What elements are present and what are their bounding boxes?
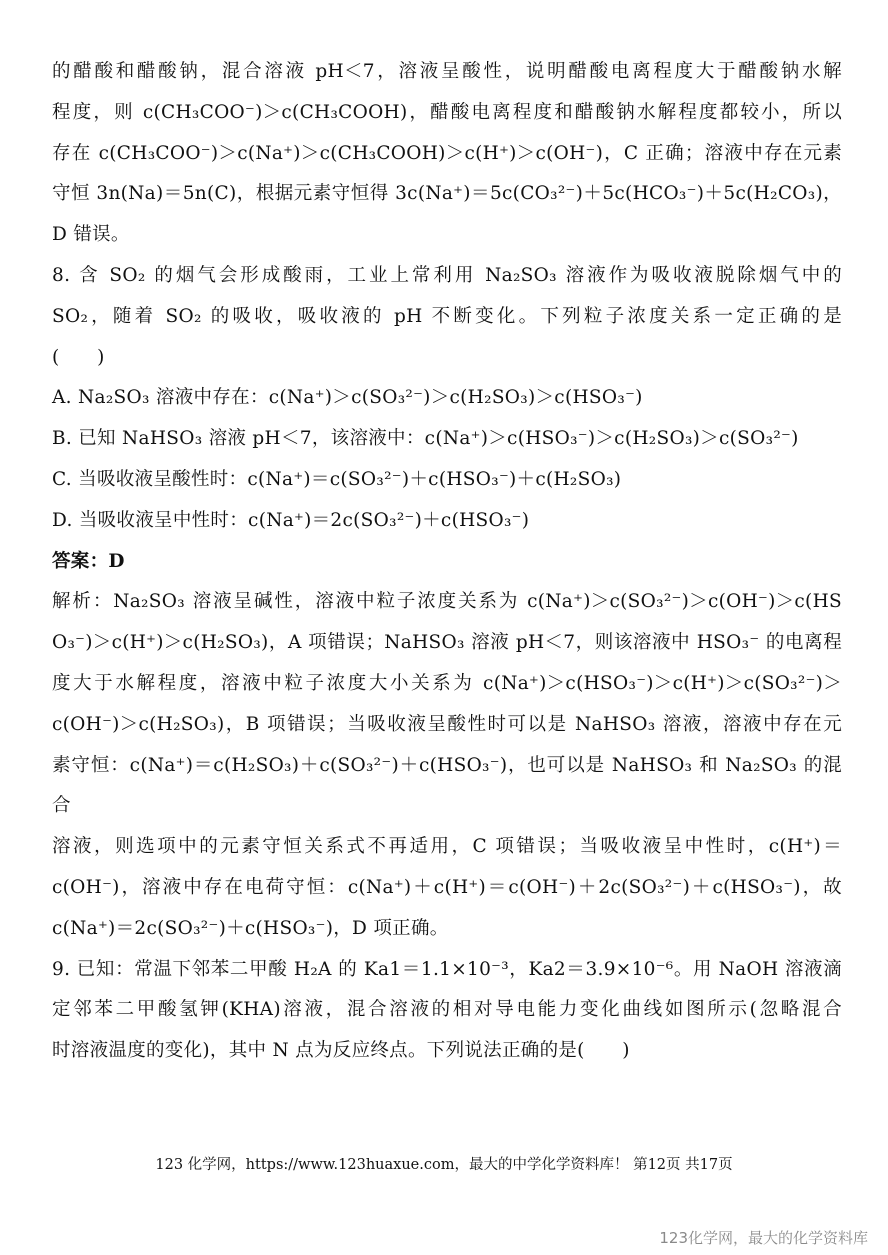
question-9-stem: 9. 已知：常温下邻苯二甲酸 H₂A 的 Ka1＝1.1×10⁻³，Ka2＝3.9×10⁻⁶。用 NaOH 溶液滴 [52,958,842,980]
option-a: A. Na₂SO₃ 溶液中存在：c(Na⁺)＞c(SO₃²⁻)＞c(H₂SO₃)＞c(HSO₃⁻) [52,387,643,409]
text-line: 守恒 3n(Na)＝5n(C)，根据元素守恒得 3c(Na⁺)＝5c(CO₃²⁻)＋5c(HCO₃⁻)＋5c(H₂CO₃)， [52,183,842,205]
analysis-line: c(Na⁺)＝2c(SO₃²⁻)＋c(HSO₃⁻)，D 项正确。 [52,917,449,939]
question-9-stem: 定邻苯二甲酸氢钾(KHA)溶液，混合溶液的相对导电能力变化曲线如图所示(忽略混合 [52,999,842,1021]
analysis-line: 解析：Na₂SO₃ 溶液呈碱性，溶液中粒子浓度关系为 c(Na⁺)＞c(SO₃²⁻)＞c(OH⁻)＞c(HS [52,591,842,613]
page-footer: 123 化学网，https://www.123huaxue.com，最大的中学化学资料库！ 第12页 共17页 [155,1157,733,1173]
text-line: 的醋酸和醋酸钠，混合溶液 pH＜7，溶液呈酸性，说明醋酸电离程度大于醋酸钠水解 [52,61,842,82]
site-watermark: 123化学网，最大的化学资料库 [659,1229,868,1247]
question-8-stem: SO₂，随着 SO₂ 的吸收，吸收液的 pH 不断变化。下列粒子浓度关系一定正确的是 [52,305,842,327]
question-8-blank: ( ) [52,346,105,368]
document-body [52,52,842,1072]
answer-label: 答案：D [52,550,125,572]
analysis-line: 溶液，则选项中的元素守恒关系式不再适用，C 项错误；当吸收液呈中性时，c(H⁺)＝ [52,836,842,858]
analysis-line: c(OH⁻)＞c(H₂SO₃)，B 项错误；当吸收液呈酸性时可以是 NaHSO₃ 溶液，溶液中存在元 [52,713,842,735]
question-8-stem: 8. 含 SO₂ 的烟气会形成酸雨，工业上常利用 Na₂SO₃ 溶液作为吸收液脱除烟气中的 [52,264,842,286]
option-d: D. 当吸收液呈中性时：c(Na⁺)＝2c(SO₃²⁻)＋c(HSO₃⁻) [52,509,530,531]
option-c: C. 当吸收液呈酸性时：c(Na⁺)＝c(SO₃²⁻)＋c(HSO₃⁻)＋c(H₂SO₃) [52,468,622,490]
option-b: B. 已知 NaHSO₃ 溶液 pH＜7，该溶液中：c(Na⁺)＞c(HSO₃⁻)＞c(H₂SO₃)＞c(SO₃²⁻) [52,428,799,450]
question-9-stem: 时溶液温度的变化)，其中 N 点为反应终点。下列说法正确的是( ) [52,1040,630,1062]
text-line: 存在 c(CH₃COO⁻)＞c(Na⁺)＞c(CH₃COOH)＞c(H⁺)＞c(OH⁻)，C 正确；溶液中存在元素 [52,142,842,164]
analysis-line: c(OH⁻)，溶液中存在电荷守恒：c(Na⁺)＋c(H⁺)＝c(OH⁻)＋2c(SO₃²⁻)＋c(HSO₃⁻)，故 [52,876,842,898]
text-line: D 错误。 [52,224,130,246]
analysis-line: 素守恒：c(Na⁺)＝c(H₂SO₃)＋c(SO₃²⁻)＋c(HSO₃⁻)，也可以是 NaHSO₃ 和 Na₂SO₃ 的混合 [52,754,842,817]
analysis-line: 度大于水解程度，溶液中粒子浓度大小关系为 c(Na⁺)＞c(HSO₃⁻)＞c(H⁺)＞c(SO₃²⁻)＞ [52,672,842,694]
analysis-line: O₃⁻)＞c(H⁺)＞c(H₂SO₃)，A 项错误；NaHSO₃ 溶液 pH＜7，则该溶液中 HSO₃⁻ 的电离程 [52,632,842,654]
text-line: 程度，则 c(CH₃COO⁻)＞c(CH₃COOH)，醋酸电离程度和醋酸钠水解程度都较小，所以 [52,101,842,123]
